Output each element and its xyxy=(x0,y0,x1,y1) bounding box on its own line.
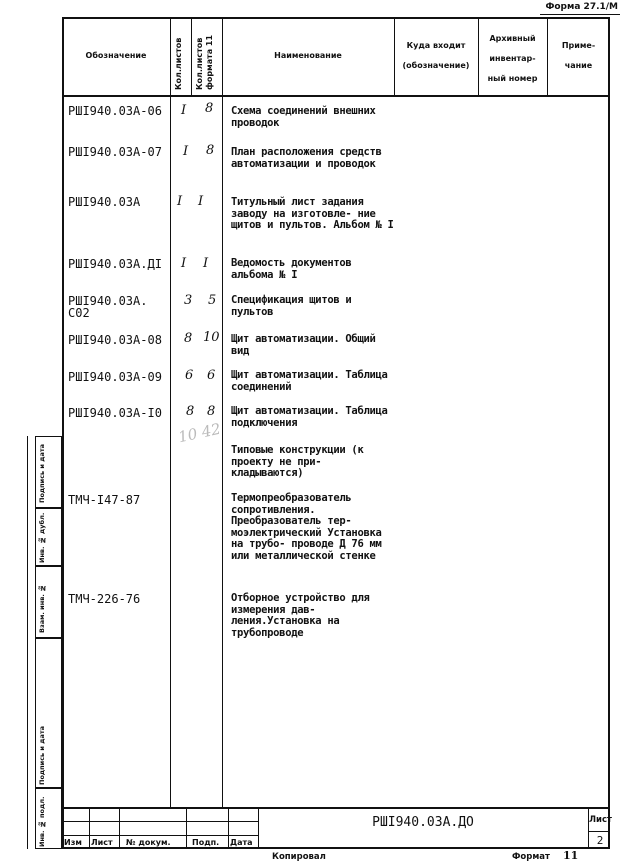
side-field xyxy=(35,508,62,566)
row-sheets: I xyxy=(183,144,189,159)
row-sheets: 6 xyxy=(185,368,194,383)
row-code: РШI940.03А-07 xyxy=(68,145,162,159)
header-name: Наименование xyxy=(274,51,342,60)
row-code: РШI940.03А xyxy=(68,195,141,209)
row-code: ТМЧ-I47-87 xyxy=(68,493,141,507)
header-note-2: чание xyxy=(564,61,593,70)
header-archive-2: инвентар- xyxy=(489,54,536,63)
row-code: РШI940.03А-I0 xyxy=(68,406,162,420)
row-code: РШI940.03А-08 xyxy=(68,333,162,347)
row-name: Щит автоматизации. Таблица соединений xyxy=(231,369,388,393)
row-sheets: 8 xyxy=(186,404,195,419)
row-sheets-f11: 5 xyxy=(208,293,217,308)
row-sheets-f11: I xyxy=(203,256,209,271)
row-sheets-f11: I xyxy=(198,194,204,209)
stamp-divider xyxy=(186,807,187,849)
footer-format-value: 11 xyxy=(563,849,579,862)
side-label: Инв. № дубл. xyxy=(38,512,46,563)
side-label: Взам. инв. № xyxy=(38,583,46,633)
row-sheets-f11: 8 xyxy=(205,101,214,116)
stamp-col-sign: Подп. xyxy=(192,838,220,847)
form-label-rule xyxy=(540,14,620,15)
side-field xyxy=(35,638,62,788)
stamp-divider xyxy=(89,807,90,849)
footer-copied: Копировал xyxy=(272,852,326,862)
col-divider xyxy=(170,17,171,807)
row-name: Щит автоматизации. Общий вид xyxy=(231,333,376,357)
stamp-divider xyxy=(119,807,120,849)
side-label: Подпись и дата xyxy=(38,725,46,785)
stamp-col-list: Лист xyxy=(91,838,113,847)
stamp-doc-code: РШI940.03А.ДО xyxy=(372,815,474,830)
side-field xyxy=(35,436,62,508)
row-code: ТМЧ-226-76 xyxy=(68,592,141,606)
stamp-divider xyxy=(228,807,229,849)
row-name: Отборное устройство для измерения дав- ления.Установка на трубопроводе xyxy=(231,592,370,639)
row-name: План расположения средств автоматизации и проводок xyxy=(231,146,382,170)
stamp-col-doc: № докум. xyxy=(126,838,171,847)
row-sheets: I xyxy=(181,256,187,271)
col-divider xyxy=(394,17,395,95)
header-note-1: Приме- xyxy=(561,41,596,50)
stamp-col-izm: Изм xyxy=(64,838,82,847)
header-sheets-f11: Кол.листов формата 11 xyxy=(195,34,214,90)
row-name: Типовые конструкции (к проекту не при- кладываются) xyxy=(231,444,364,479)
header-archive-3: ный номер xyxy=(487,74,538,83)
col-divider xyxy=(547,17,548,95)
row-sheets-f11: 8 xyxy=(206,143,215,158)
row-sheets-f11: 8 xyxy=(207,404,216,419)
side-field xyxy=(35,566,62,638)
col-divider xyxy=(191,17,192,95)
handwritten-sum: 10 42 xyxy=(176,419,223,447)
side-label: Подпись и дата xyxy=(38,443,46,503)
stamp-col-date: Дата xyxy=(230,838,253,847)
page-frame xyxy=(62,17,610,849)
row-name: Титульный лист задания заводу на изготовле- ние щитов и пультов. Альбом № I xyxy=(231,196,394,231)
header-archive-1: Архивный xyxy=(489,34,536,43)
side-label: Инв. № подл. xyxy=(38,796,46,847)
row-code: РШI940.03А-06 xyxy=(68,104,162,118)
row-code: РШI940.03А-09 xyxy=(68,370,162,384)
row-sheets: I xyxy=(177,194,183,209)
row-name: Схема соединений внешних проводок xyxy=(231,105,376,129)
row-name: Ведомость документов альбома № I xyxy=(231,257,352,281)
row-name: Термопреобразователь сопротивления. Преобразователь тер- моэлектрический Установка на трубо- проводе Д 76 мм или металлической стенке xyxy=(231,492,382,562)
stamp-sheet-number: 2 xyxy=(596,834,604,847)
row-code: РШI940.03А.ДI xyxy=(68,257,162,271)
row-sheets: 3 xyxy=(184,293,193,308)
stamp-rule xyxy=(588,831,610,832)
row-name: Щит автоматизации. Таблица подключения xyxy=(231,405,388,429)
stamp-top-rule xyxy=(62,807,610,809)
header-sheets: Кол.листов xyxy=(174,37,183,90)
col-divider xyxy=(222,17,223,807)
header-designation: Обозначение xyxy=(85,51,147,60)
row-sheets: I xyxy=(181,103,187,118)
row-code: РШI940.03А. С02 xyxy=(68,294,148,320)
row-sheets-f11: 10 xyxy=(203,330,220,345)
header-where-used-1: Куда входит xyxy=(406,41,466,50)
footer-format-label: Формат xyxy=(512,852,550,862)
header-rule xyxy=(62,95,610,97)
stamp-sheet-label: Лист xyxy=(589,815,612,825)
row-sheets: 8 xyxy=(184,331,193,346)
binding-edge xyxy=(27,436,36,849)
row-name: Спецификация щитов и пультов xyxy=(231,294,352,318)
row-sheets-f11: 6 xyxy=(207,368,216,383)
form-label: Форма 27.1/М xyxy=(545,2,618,12)
header-where-used-2: (обозначение) xyxy=(402,61,470,70)
side-field xyxy=(35,788,62,849)
